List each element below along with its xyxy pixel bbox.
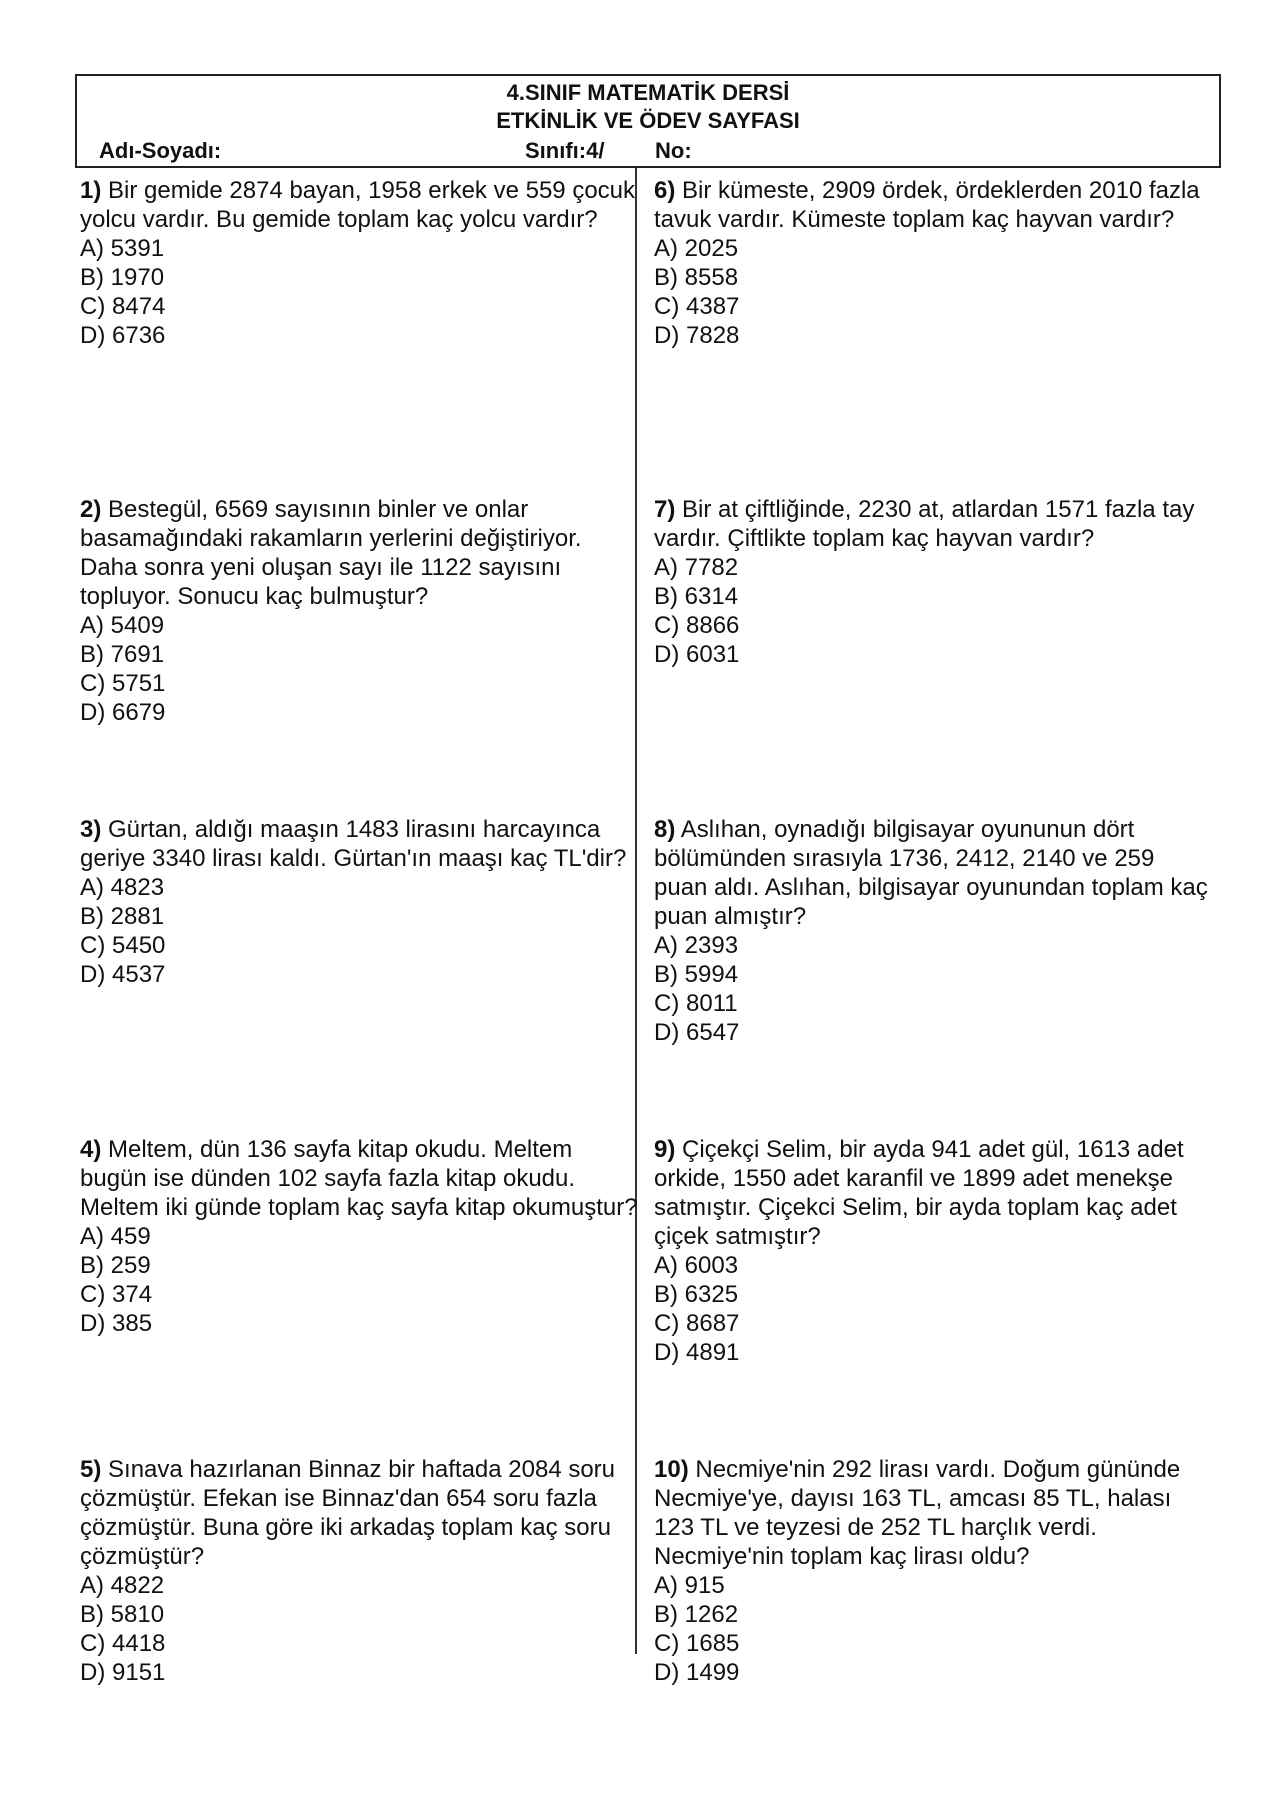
question-number: 2) xyxy=(80,496,102,523)
option-d: D) 7828 xyxy=(654,322,740,349)
option-d: D) 6736 xyxy=(80,322,166,349)
option-a: A) 6003 xyxy=(654,1252,739,1279)
option-d: D) 385 xyxy=(80,1310,153,1337)
question-10 xyxy=(654,1455,1214,1687)
option-b: B) 5810 xyxy=(80,1601,165,1628)
question-number: 4) xyxy=(80,1136,102,1163)
option-a: A) 7782 xyxy=(654,554,739,581)
option-b: B) 6325 xyxy=(654,1281,739,1308)
question-text: Çiçekçi Selim, bir ayda 941 adet gül, 1613 adet orkide, 1550 adet karanfil ve 1899 adet menekşe satmıştır. Çiçekci Selim, bir ayda toplam kaç adet çiçek satmıştır? xyxy=(654,1136,1184,1250)
option-c: C) 8866 xyxy=(654,612,740,639)
option-a: A) 2025 xyxy=(654,235,739,262)
question-number: 3) xyxy=(80,816,102,843)
question-9 xyxy=(654,1135,1214,1367)
option-a: A) 5391 xyxy=(80,235,165,262)
option-d: D) 6031 xyxy=(654,641,740,668)
option-b: B) 7691 xyxy=(80,641,165,668)
option-d: D) 4537 xyxy=(80,961,166,988)
question-text: Gürtan, aldığı maaşın 1483 lirasını harcayınca geriye 3340 lirası kaldı. Gürtan'ın maaşı kaç TL'dir? xyxy=(80,816,627,872)
number-label: No: xyxy=(655,138,692,163)
question-4 xyxy=(80,1135,640,1338)
option-a: A) 2393 xyxy=(654,932,739,959)
question-text: Meltem, dün 136 sayfa kitap okudu. Meltem bugün ise dünden 102 sayfa fazla kitap okudu. Meltem iki günde toplam kaç sayfa kitap okumuştur? xyxy=(80,1136,638,1221)
option-d: D) 6547 xyxy=(654,1019,740,1046)
option-c: C) 8011 xyxy=(654,990,738,1017)
question-5 xyxy=(80,1455,640,1687)
option-c: C) 374 xyxy=(80,1281,153,1308)
question-text: Sınava hazırlanan Binnaz bir haftada 2084 soru çözmüştür. Efekan ise Binnaz'dan 654 soru fazla çözmüştür. Buna göre iki arkadaş toplam kaç soru çözmüştür? xyxy=(80,1456,616,1570)
question-number: 6) xyxy=(654,177,676,204)
option-a: A) 915 xyxy=(654,1572,725,1599)
option-d: D) 1499 xyxy=(654,1659,740,1686)
class-label: Sınıfı:4/ xyxy=(525,138,605,163)
option-a: A) 459 xyxy=(80,1223,151,1250)
option-c: C) 5450 xyxy=(80,932,166,959)
option-c: C) 4387 xyxy=(654,293,740,320)
option-b: B) 6314 xyxy=(654,583,739,610)
option-b: B) 2881 xyxy=(80,903,165,930)
question-7 xyxy=(654,495,1214,669)
option-b: B) 1970 xyxy=(80,264,165,291)
question-number: 9) xyxy=(654,1136,676,1163)
question-number: 1) xyxy=(80,177,102,204)
question-text: Necmiye'nin 292 lirası vardı. Doğum gününde Necmiye'ye, dayısı 163 TL, amcası 85 TL, halası 123 TL ve teyzesi de 252 TL harçlık verdi. Necmiye'nin toplam kaç lirası oldu? xyxy=(654,1456,1181,1570)
question-text: Bir gemide 2874 bayan, 1958 erkek ve 559 çocuk yolcu vardır. Bu gemide toplam kaç yolcu vardır? xyxy=(80,177,636,233)
question-text: Bir kümeste, 2909 ördek, ördeklerden 2010 fazla tavuk vardır. Kümeste toplam kaç hayvan vardır? xyxy=(654,177,1200,233)
question-text: Aslıhan, oynadığı bilgisayar oyununun dört bölümünden sırasıyla 1736, 2412, 2140 ve 259 puan aldı. Aslıhan, bilgisayar oyunundan toplam kaç puan almıştır? xyxy=(654,816,1208,930)
option-b: B) 8558 xyxy=(654,264,739,291)
name-label: Adı-Soyadı: xyxy=(99,138,222,163)
worksheet-title: 4.SINIF MATEMATİK DERSİ xyxy=(506,80,790,105)
question-number: 5) xyxy=(80,1456,102,1483)
question-number: 8) xyxy=(654,816,676,843)
question-6 xyxy=(654,176,1214,350)
question-number: 7) xyxy=(654,496,676,523)
option-c: C) 1685 xyxy=(654,1630,740,1657)
option-a: A) 4822 xyxy=(80,1572,165,1599)
option-c: C) 4418 xyxy=(80,1630,166,1657)
option-d: D) 4891 xyxy=(654,1339,740,1366)
option-b: B) 259 xyxy=(80,1252,151,1279)
option-c: C) 5751 xyxy=(80,670,166,697)
option-a: A) 5409 xyxy=(80,612,165,639)
option-b: B) 1262 xyxy=(654,1601,739,1628)
option-a: A) 4823 xyxy=(80,874,165,901)
question-text: Bestegül, 6569 sayısının binler ve onlar basamağındaki rakamların yerlerini değiştiriyor. Daha sonra yeni oluşan sayı ile 1122 sayısını topluyor. Sonucu kaç bulmuştur? xyxy=(80,496,582,610)
question-2 xyxy=(80,495,640,727)
worksheet-header xyxy=(75,74,1221,168)
question-8 xyxy=(654,815,1214,1047)
worksheet-subtitle: ETKİNLİK VE ÖDEV SAYFASI xyxy=(496,108,800,133)
option-c: C) 8687 xyxy=(654,1310,740,1337)
question-text: Bir at çiftliğinde, 2230 at, atlardan 1571 fazla tay vardır. Çiftlikte toplam kaç hayvan vardır? xyxy=(654,496,1195,552)
question-3 xyxy=(80,815,640,989)
option-d: D) 6679 xyxy=(80,699,166,726)
question-1 xyxy=(80,176,640,350)
option-b: B) 5994 xyxy=(654,961,739,988)
option-c: C) 8474 xyxy=(80,293,166,320)
option-d: D) 9151 xyxy=(80,1659,166,1686)
question-number: 10) xyxy=(654,1456,689,1483)
